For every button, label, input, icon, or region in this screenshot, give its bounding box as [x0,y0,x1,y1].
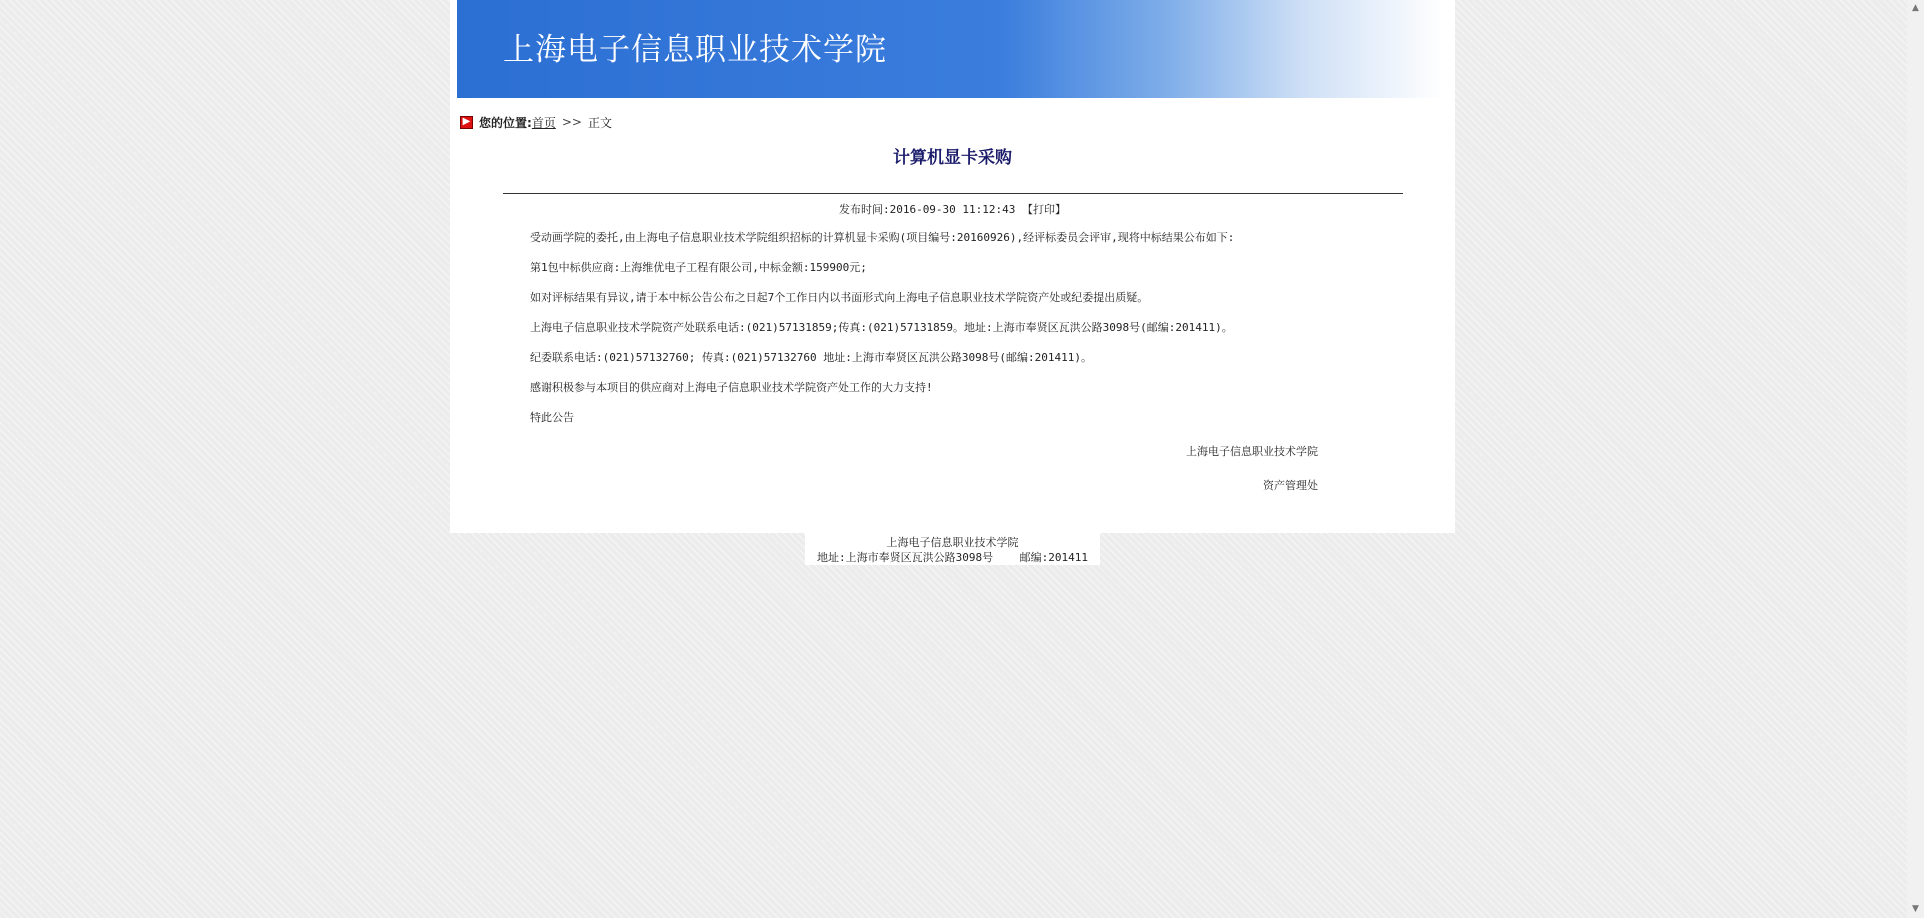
footer-address: 地址:上海市奉贤区瓦洪公路3098号 邮编:201411 [817,551,1088,564]
signature-block [1186,443,1318,511]
article-paragraph: 特此公告 [530,411,574,424]
article-paragraph: 纪委联系电话:(021)57132760; 传真:(021)57132760 地址:上海市奉贤区瓦洪公路3098号(邮编:201411)。 [530,351,1093,364]
breadcrumb-label: 您的位置: [479,115,532,130]
scroll-down-icon[interactable]: ▼ [1912,904,1919,914]
article-body [530,229,1390,439]
article-title: 计算机显卡采购 [893,148,1012,168]
breadcrumb-separator: >> [561,115,582,129]
article-paragraph: 如对评标结果有异议,请于本中标公告公布之日起7个工作日内以书面形式向上海电子信息职业技术学院资产处或纪委提出质疑。 [530,291,1149,304]
breadcrumb-home-link[interactable]: 首页 [531,115,556,130]
arrow-right-icon: ▶ [460,116,473,129]
publish-time: 发布时间:2016-09-30 11:12:43 [838,203,1016,216]
title-divider [503,193,1403,194]
site-title: 上海电子信息职业技术学院 [503,32,887,68]
print-link[interactable]: 【打印】 [1022,203,1067,216]
breadcrumb [460,112,612,132]
scroll-up-icon[interactable]: ▲ [1912,3,1919,13]
footer [805,533,1100,565]
signature-dept: 资产管理处 [1263,479,1318,492]
article-meta [450,201,1455,217]
vertical-scrollbar[interactable] [1907,0,1924,918]
signature-org: 上海电子信息职业技术学院 [1186,445,1318,458]
breadcrumb-current: 正文 [587,115,612,130]
article-paragraph: 受动画学院的委托,由上海电子信息职业技术学院组织招标的计算机显卡采购(项目编号:20160926),经评标委员会评审,现将中标结果公布如下: [530,231,1235,244]
footer-org: 上海电子信息职业技术学院 [886,536,1019,549]
article-paragraph: 第1包中标供应商:上海维优电子工程有限公司,中标金额:159900元; [530,261,867,274]
page-container [450,0,1455,533]
article-paragraph: 上海电子信息职业技术学院资产处联系电话:(021)57131859;传真:(021)57131859。地址:上海市奉贤区瓦洪公路3098号(邮编:201411)。 [530,321,1233,334]
article-paragraph: 感谢积极参与本项目的供应商对上海电子信息职业技术学院资产处工作的大力支持! [530,381,933,394]
header-banner [457,0,1443,98]
